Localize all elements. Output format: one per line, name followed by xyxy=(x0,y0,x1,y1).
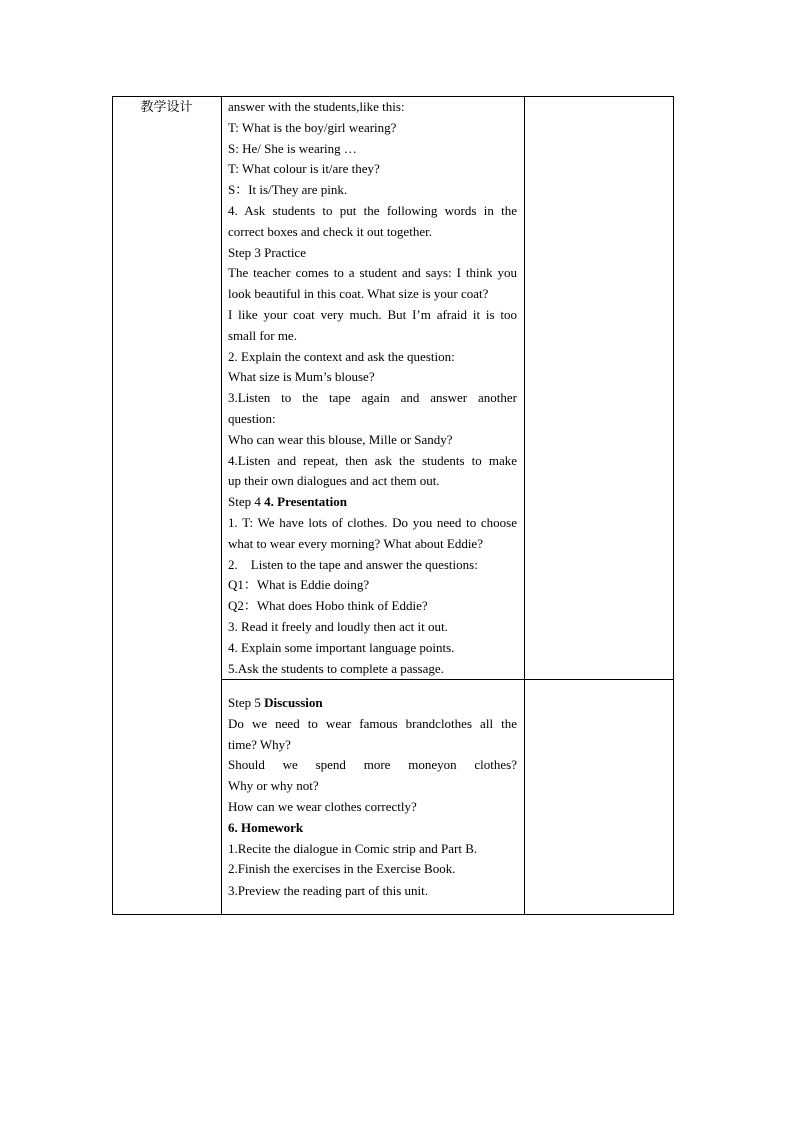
step4-title: 4. Presentation xyxy=(264,494,347,510)
text-line: Q2：What does Hobo think of Eddie? xyxy=(228,598,428,614)
text-line: What size is Mum’s blouse? xyxy=(228,369,375,385)
text-line: correct boxes and check it out together. xyxy=(228,223,432,239)
table-border-bottom xyxy=(112,914,674,915)
text-line: answer with the students,like this: xyxy=(228,99,405,114)
homework-title: 6. Homework xyxy=(228,819,304,835)
table-border-left xyxy=(112,96,113,915)
text-line: Who can wear this blouse, Mille or Sandy? xyxy=(228,431,453,447)
teaching-steps-cell xyxy=(228,97,517,679)
text-line: How can we wear clothes correctly? xyxy=(228,798,417,814)
text-line: T: What is the boy/girl wearing? xyxy=(228,119,397,135)
column-divider-2 xyxy=(524,96,525,915)
text-line: 3. Read it freely and loudly then act it out. xyxy=(228,618,448,634)
text-line: look beautiful in this coat. What size is your coat? xyxy=(228,286,489,302)
row-header: 教学设计 xyxy=(140,99,193,114)
table-border-right xyxy=(673,96,674,915)
text-line: up their own dialogues and act them out. xyxy=(228,473,440,489)
text-line: 1. T: We have lots of clothes. Do you need to choose xyxy=(228,514,517,530)
text-line: Q1：What is Eddie doing? xyxy=(228,577,370,593)
text-line: 2. Listen to the tape and answer the questions: xyxy=(228,556,478,572)
text-line: Do we need to wear famous brandclothes all the xyxy=(228,715,517,731)
step4-prefix: Step 4 xyxy=(228,494,265,510)
text-line: The teacher comes to a student and says: I think you xyxy=(228,265,517,281)
step5-prefix: Step 5 xyxy=(228,695,265,710)
text-line: Should we spend more moneyon clothes? xyxy=(228,757,517,773)
homework-item: 3.Preview the reading part of this unit. xyxy=(228,883,429,899)
step-heading xyxy=(228,693,517,714)
text-line: 5.Ask the students to complete a passage. xyxy=(228,660,444,676)
column-divider-1 xyxy=(221,96,222,915)
text-line: S：It is/They are pink. xyxy=(228,182,348,198)
text-line: Why or why not? xyxy=(228,778,319,794)
lesson-plan-table xyxy=(112,96,674,915)
text-line: 4. Ask students to put the following words in the xyxy=(228,202,517,218)
homework-item: 1.Recite the dialogue in Comic strip and Part B. xyxy=(228,840,478,856)
text-line: 2. Explain the context and ask the question: xyxy=(228,348,455,364)
text-line: S: He/ She is wearing … xyxy=(228,140,357,156)
text-line: question: xyxy=(228,410,276,426)
text-line: 3.Listen to the tape again and answer another xyxy=(228,390,517,406)
text-line: 4.Listen and repeat, then ask the students to make xyxy=(228,452,517,468)
text-line: 4. Explain some important language points. xyxy=(228,639,455,655)
text-line: T: What colour is it/are they? xyxy=(228,161,380,177)
homework-heading xyxy=(228,818,517,839)
text-line: what to wear every morning? What about Eddie? xyxy=(228,535,483,551)
step-heading: Step 3 Practice xyxy=(228,244,306,260)
step5-title: Discussion xyxy=(264,695,323,710)
text-line: time? Why? xyxy=(228,736,291,752)
step-heading xyxy=(228,492,517,513)
text-line: I like your coat very much. But I’m afraid it is too xyxy=(228,306,517,322)
discussion-homework-cell xyxy=(228,693,517,902)
text-line: small for me. xyxy=(228,327,297,343)
homework-item: 2.Finish the exercises in the Exercise Book. xyxy=(228,861,456,877)
